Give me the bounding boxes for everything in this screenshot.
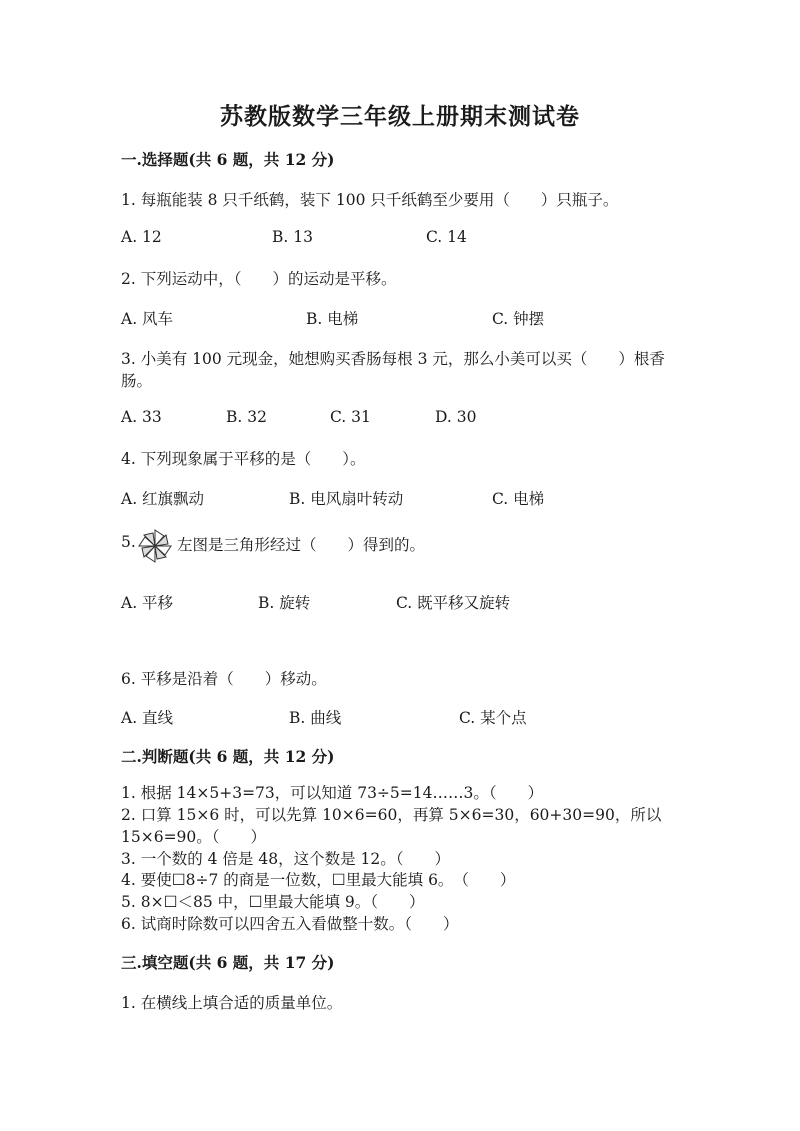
- option-b: B. 32: [226, 408, 267, 426]
- section-heading-judgment: 二.判断题(共 6 题，共 12 分): [121, 747, 335, 766]
- option-d: D. 30: [435, 408, 477, 426]
- option-a: A. 33: [121, 408, 162, 426]
- question-text: 1. 每瓶能装 8 只千纸鹤，装下 100 只千纸鹤至少要用（ ）只瓶子。: [121, 191, 619, 209]
- judgment-item: 2. 口算 15×6 时，可以先算 10×6=60，再算 5×6=30，60+30=90，所以: [121, 806, 662, 824]
- option-b: B. 13: [272, 228, 313, 246]
- page-title: 苏教版数学三年级上册期末测试卷: [220, 103, 580, 130]
- option-a: A. 红旗飘动: [121, 490, 205, 508]
- question-text: 2. 下列运动中，（ ）的运动是平移。: [121, 270, 397, 288]
- option-c: C. 电梯: [492, 490, 545, 508]
- option-c: C. 某个点: [459, 709, 527, 727]
- option-a: A. 直线: [121, 709, 174, 727]
- judgment-item: 3. 一个数的 4 倍是 48，这个数是 12。（ ）: [121, 850, 450, 868]
- option-a: A. 12: [121, 228, 162, 246]
- judgment-item: 1. 根据 14×5+3=73，可以知道 73÷5=14……3。（ ）: [121, 784, 544, 802]
- question-text: 6. 平移是沿着（ ）移动。: [121, 670, 327, 688]
- option-a: A. 平移: [121, 594, 174, 612]
- judgment-item: 5. 8×☐＜85 中，☐里最大能填 9。（ ）: [121, 893, 425, 911]
- option-b: B. 曲线: [289, 709, 342, 727]
- option-b: B. 电梯: [306, 310, 359, 328]
- question-number: 5.: [121, 533, 136, 551]
- pinwheel-figure-icon: [137, 528, 173, 564]
- section-heading-choice: 一.选择题(共 6 题，共 12 分): [121, 150, 335, 169]
- option-c: C. 14: [426, 228, 467, 246]
- option-a: A. 风车: [121, 310, 174, 328]
- judgment-item: 4. 要使☐8÷7 的商是一位数，☐里最大能填 6。 （ ）: [121, 871, 516, 889]
- judgment-item: 6. 试商时除数可以四舍五入看做整十数。（ ）: [121, 915, 459, 933]
- option-b: B. 旋转: [258, 594, 311, 612]
- option-b: B. 电风扇叶转动: [289, 490, 404, 508]
- question-text-line2: 肠。: [121, 372, 153, 390]
- option-c: C. 钟摆: [492, 310, 545, 328]
- option-c: C. 既平移又旋转: [396, 594, 511, 612]
- option-c: C. 31: [330, 408, 371, 426]
- section-heading-fill-in: 三.填空题(共 6 题，共 17 分): [121, 953, 335, 972]
- question-text-line1: 3. 小美有 100 元现金，她想购买香肠每根 3 元，那么小美可以买（ ）根香: [121, 350, 665, 368]
- question-text: 4. 下列现象属于平移的是（ ）。: [121, 450, 366, 468]
- question-text: 1. 在横线上填合适的质量单位。: [121, 994, 343, 1012]
- question-text: 左图是三角形经过（ ）得到的。: [177, 536, 426, 554]
- judgment-item-continuation: 15×6=90。（ ）: [121, 828, 267, 846]
